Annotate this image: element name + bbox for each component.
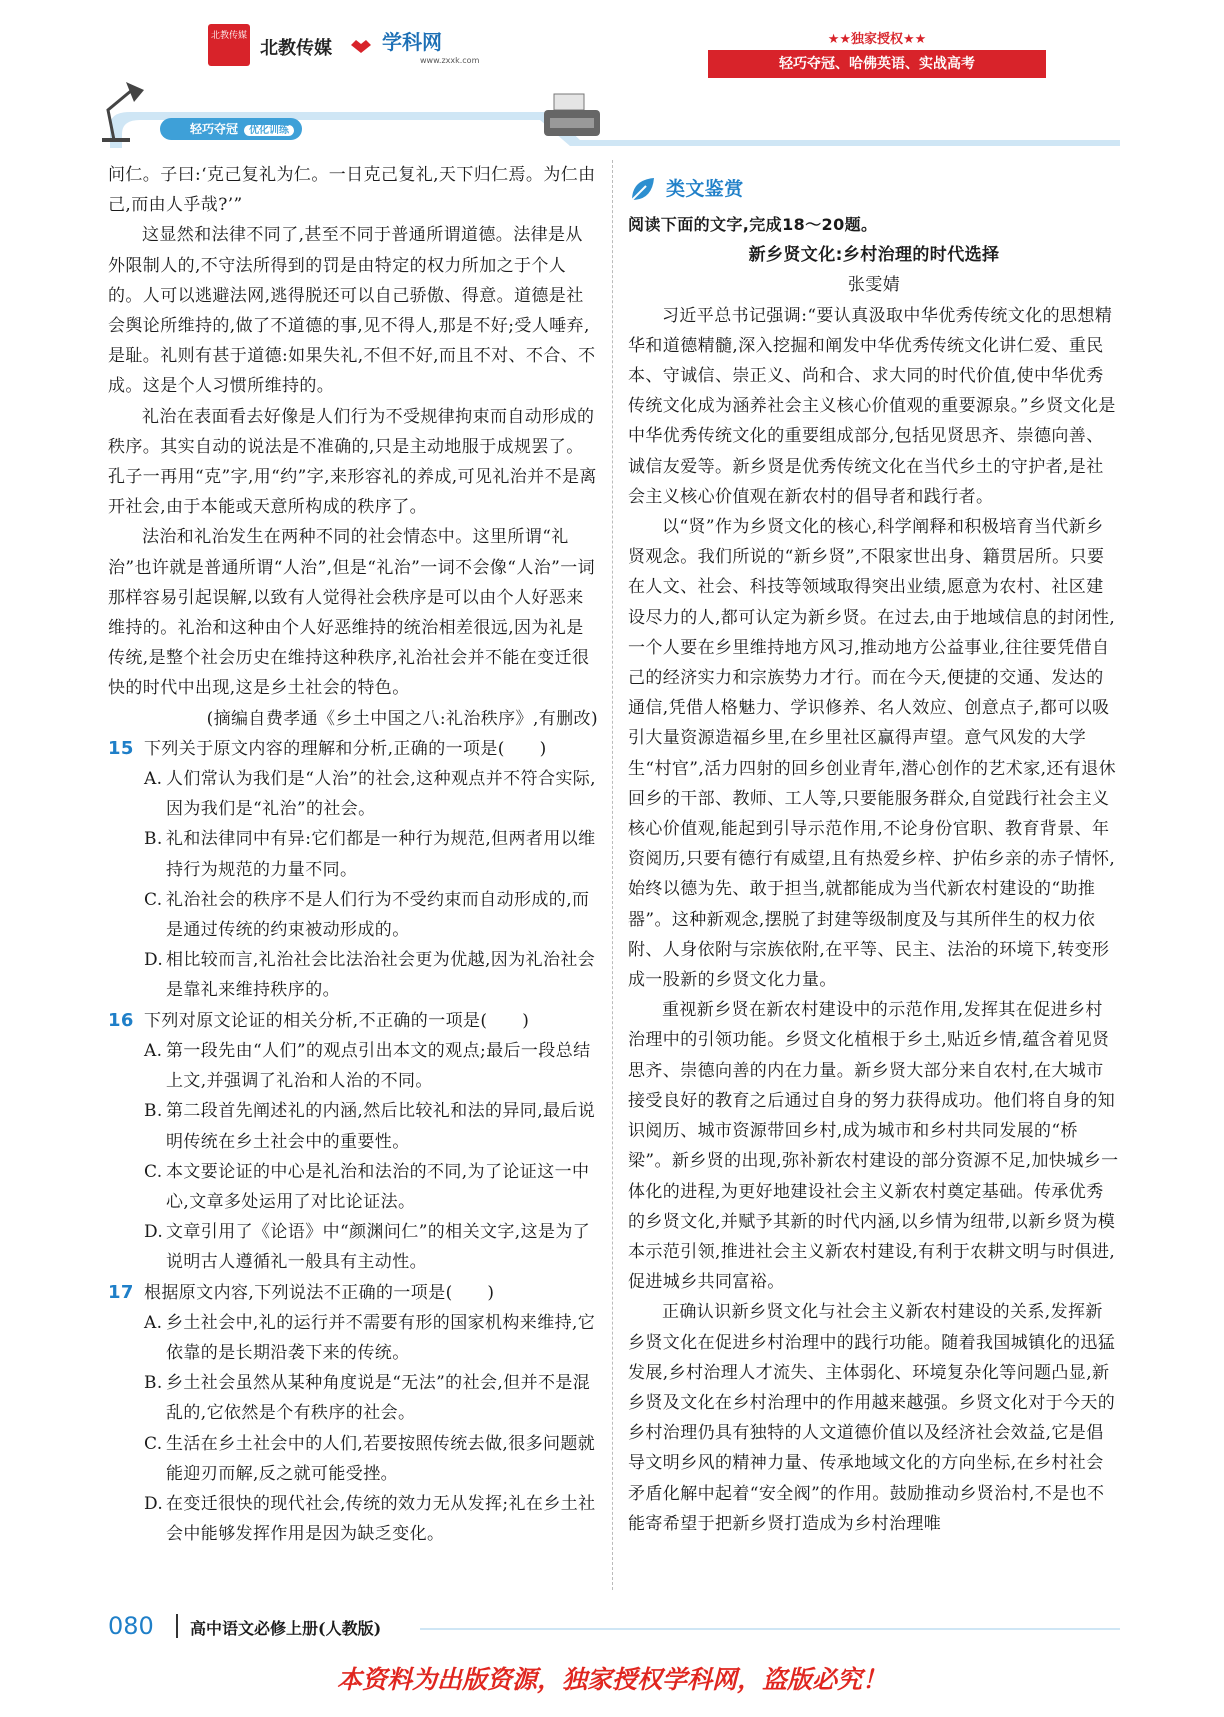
publisher-logo: 北教传媒 — [208, 24, 250, 66]
option-letter: D. — [144, 1222, 164, 1243]
option — [108, 1217, 598, 1277]
handshake-icon — [350, 36, 372, 54]
left-column — [108, 160, 598, 1549]
option — [108, 764, 598, 824]
source-citation: (摘编自费孝通《乡土中国之八:礼治秩序》,有删改) — [206, 708, 598, 729]
option — [108, 885, 598, 945]
option — [108, 1157, 598, 1217]
option-text: 人们常认为我们是“人治”的社会,这种观点并不符合实际,因为我们是“礼治”的社会。 — [166, 769, 596, 820]
footer-rule — [420, 1628, 1120, 1630]
column-divider — [612, 160, 613, 1590]
desk-lamp-icon — [96, 78, 156, 144]
partner-logo-text: 学科网 — [382, 30, 442, 54]
question-stem: 下列对原文论证的相关分析,不正确的一项是( ) — [144, 1010, 530, 1031]
option-letter: C. — [144, 889, 163, 910]
option-letter: C. — [144, 1161, 163, 1182]
option — [108, 1429, 598, 1489]
series-tag-sub: 优化训练 — [244, 125, 294, 136]
option-text: 第二段首先阐述礼的内涵,然后比较礼和法的异同,最后说明传统在乡土社会中的重要性。 — [166, 1101, 596, 1152]
paragraph: 重视新乡贤在新农村建设中的示范作用,发挥其在促进乡村治理中的引领功能。乡贤文化植根于乡土,贴近乡情,蕴含着见贤思齐、崇德向善的内在力量。新乡贤大部分来自农村,在大城市接受良好的教育之后通过自身的努力获得成功。他们将自身的知识阅历、城市资源带回乡村,成为城市和乡村共同发展的“桥梁”。新乡贤的出现,弥补新农村建设的部分资源不足,加快城乡一体化的进程,为更好地建设社会主义新农村奠定基础。传承优秀的乡贤文化,并赋予其新的时代内涵,以乡情为纽带,以新乡贤为模本示范引领,推进社会主义新农村建设,有利于农耕文明与时俱进,促进城乡共同富裕。 — [628, 1000, 1119, 1293]
leaf-icon — [628, 174, 658, 204]
question-16 — [108, 1006, 598, 1036]
option-text: 礼和法律同中有异:它们都是一种行为规范,但两者用以维持行为规范的力量不同。 — [166, 829, 596, 880]
question-number: 16 — [108, 1009, 134, 1031]
option — [108, 945, 598, 1005]
option — [108, 1368, 598, 1428]
option-text: 相比较而言,礼治社会比法治社会更为优越,因为礼治社会是靠礼来维持秩序的。 — [166, 950, 596, 1001]
option-text: 本文要论证的中心是礼治和法治的不同,为了论证这一中心,文章多处运用了对比论证法。 — [166, 1161, 590, 1212]
option-letter: D. — [144, 1493, 164, 1514]
option-text: 文章引用了《论语》中“颜渊问仁”的相关文字,这是为了说明古人遵循礼一般具有主动性。 — [166, 1222, 591, 1273]
option — [108, 824, 598, 884]
typewriter-icon — [540, 92, 606, 140]
slogan-bar: 轻巧夺冠、哈佛英语、实战高考 — [708, 50, 1046, 78]
option-text: 乡土社会中,礼的运行并不需要有形的国家机构来维持,它依靠的是长期沿袭下来的传统。 — [166, 1312, 596, 1363]
paragraph: 礼治在表面看去好像是人们行为不受规律拘束而自动形成的秩序。其实自动的说法是不准确的,只是主动地服于成规罢了。孔子一再用“克”字,用“约”字,来形容礼的养成,可见礼治并不是离开社会,由于本能或天意所构成的秩序了。 — [108, 406, 597, 518]
option — [108, 1036, 598, 1096]
option — [108, 1489, 598, 1549]
publisher-name: 北教传媒 — [260, 38, 332, 59]
partner-url: www.zxxk.com — [420, 56, 480, 65]
directions: 阅读下面的文字,完成18～20题。 — [628, 215, 878, 234]
paragraph: 问仁。子曰:‘克己复礼为仁。一日克己复礼,天下归仁焉。为仁由己,而由人乎哉?’” — [108, 165, 596, 216]
option — [108, 1308, 598, 1368]
paragraph: 正确认识新乡贤文化与社会主义新农村建设的关系,发挥新乡贤文化在促进乡村治理中的践行功能。随着我国城镇化的迅猛发展,乡村治理人才流失、主体弱化、环境复杂化等问题凸显,新乡贤及文化在乡村治理中的作用越来越强。乡贤文化对于今天的乡村治理仍具有独特的人文道德价值以及经济社会效益,它是倡导文明乡风的精神力量、传承地域文化的方向坐标,在乡村社会矛盾化解中起着“安全阀”的作用。鼓励推动乡贤治村,不是也不能寄希望于把新乡贤打造成为乡村治理唯 — [628, 1302, 1116, 1534]
section-title-text: 类文鉴赏 — [666, 177, 744, 200]
option-text: 第一段先由“人们”的观点引出本文的观点;最后一段总结上文,并强调了礼治和人治的不同。 — [166, 1040, 591, 1092]
option-letter: A. — [144, 1040, 163, 1061]
paragraph: 这显然和法律不同了,甚至不同于普通所谓道德。法律是从外限制人的,不守法所得到的罚是由特定的权力所加之于个人的。人可以逃避法网,逃得脱还可以自己骄傲、得意。道德是社会舆论所维持的,做了不道德的事,见不得人,那是不好;受人唾弃,是耻。礼则有甚于道德:如果失礼,不但不好,而且不对、不合、不成。这是个人习惯所维持的。 — [108, 225, 596, 397]
right-column — [628, 168, 1120, 1539]
option-letter: B. — [144, 1373, 163, 1394]
option-letter: A. — [144, 1312, 163, 1333]
page-number: 080 — [108, 1612, 154, 1640]
footer-separator — [176, 1614, 178, 1638]
series-tag-label: 轻巧夺冠 — [190, 122, 239, 136]
section-title — [628, 168, 1120, 210]
series-tag — [160, 118, 302, 140]
question-number: 15 — [108, 737, 134, 759]
option-text: 在变迁很快的现代社会,传统的效力无从发挥;礼在乡土社会中能够发挥作用是因为缺乏变化。 — [166, 1493, 596, 1545]
option-letter: A. — [144, 769, 163, 790]
article-title: 新乡贤文化:乡村治理的时代选择 — [748, 245, 1000, 266]
option-letter: D. — [144, 950, 164, 971]
question-stem: 下列关于原文内容的理解和分析,正确的一项是( ) — [144, 738, 547, 759]
copyright-warning: 本资料为出版资源，独家授权学科网，盗版必究！ — [336, 1665, 887, 1694]
question-17 — [108, 1278, 598, 1308]
article-author: 张雯婧 — [847, 275, 901, 296]
question-number: 17 — [108, 1281, 134, 1303]
option-letter: B. — [144, 829, 163, 850]
question-15 — [108, 734, 598, 764]
book-name: 高中语文必修上册(人教版) — [190, 1619, 382, 1638]
paragraph: 以“贤”作为乡贤文化的核心,科学阐释和积极培育当代新乡贤观念。我们所说的“新乡贤”,不限家世出身、籍贯居所。只要在人文、社会、科技等领域取得突出业绩,愿意为农村、社区建设尽力的人,都可认定为新乡贤。在过去,由于地域信息的封闭性,一个人要在乡里维持地方风习,推动地方公益事业,往往要凭借自己的经济实力和宗族势力才行。而在今天,便捷的交通、发达的通信,凭借人格魅力、学识修养、名人效应、创意点子,都可以吸引大量资源造福乡里,在乡里社区赢得声望。意气风发的大学生“村官”,活力四射的回乡创业青年,潜心创作的艺术家,还有退休回乡的干部、教师、工人等,只要能服务群众,自觉践行社会主义核心价值观,能起到引导示范作用,不论身份官职、教育背景、年资阅历,只要有德行有威望,且有热爱乡梓、护佑乡亲的赤子情怀,始终以德为先、敢于担当,就都能成为当代新农村建设的“助推器”。这种新观念,摆脱了封建等级制度及与其所伴生的权力依附、人身依附与宗族依附,在平等、民主、法治的环境下,转变形成一股新的乡贤文化力量。 — [628, 517, 1116, 991]
exclusive-label: ★★独家授权★★ — [827, 32, 927, 47]
option-letter: C. — [144, 1433, 163, 1454]
option-text: 生活在乡土社会中的人们,若要按照传统去做,很多问题就能迎刃而解,反之就可能受挫。 — [166, 1433, 596, 1484]
paragraph: 法治和礼治发生在两种不同的社会情态中。这里所谓“礼治”也许就是普通所谓“人治”,但是“礼治”一词不会像“人治”一词那样容易引起误解,以致有人觉得社会秩序是可以由个人好恶来维持的。礼治和这种由个人好恶维持的统治相差很远,因为礼是传统,是整个社会历史在维持这种秩序,礼治社会并不能在变迁很快的时代中出现,这是乡土社会的特色。 — [108, 527, 596, 699]
option — [108, 1096, 598, 1156]
option-text: 礼治社会的秩序不是人们行为不受约束而自动形成的,而是通过传统的约束被动形成的。 — [166, 889, 590, 941]
option-letter: B. — [144, 1101, 163, 1122]
option-text: 乡土社会虽然从某种角度说是“无法”的社会,但并不是混乱的,它依然是个有秩序的社会。 — [166, 1373, 591, 1424]
paragraph: 习近平总书记强调:“要认真汲取中华优秀传统文化的思想精华和道德精髓,深入挖掘和阐发中华优秀传统文化讲仁爱、重民本、守诚信、崇正义、尚和合、求大同的时代价值,使中华优秀传统文化成为涵养社会主义核心价值观的重要源泉。”乡贤文化是中华优秀传统文化的重要组成部分,包括见贤思齐、崇德向善、诚信友爱等。新乡贤是优秀传统文化在当代乡土的守护者,是社会主义核心价值观在新农村的倡导者和践行者。 — [628, 305, 1116, 507]
question-stem: 根据原文内容,下列说法不正确的一项是( ) — [144, 1282, 495, 1303]
